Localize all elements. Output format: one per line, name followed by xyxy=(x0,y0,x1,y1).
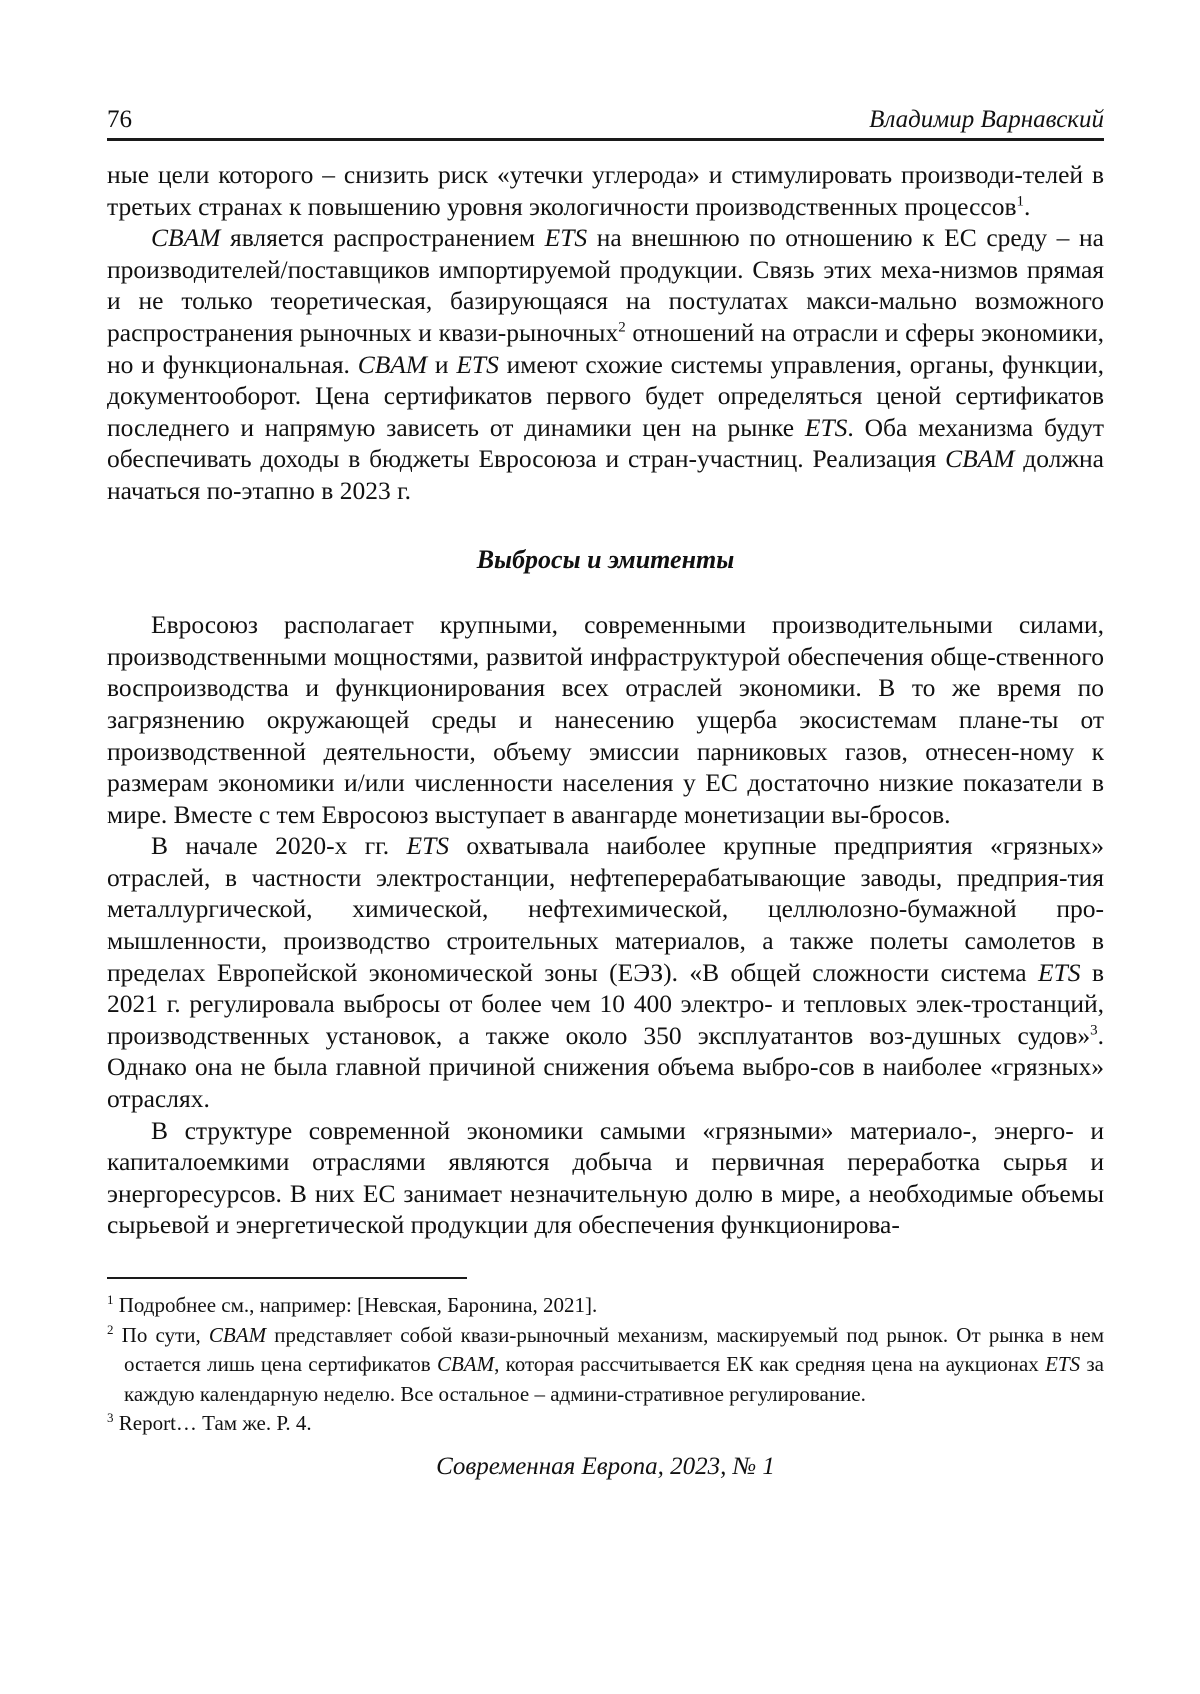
section-heading: Выбросы и эмитенты xyxy=(476,544,735,574)
footnote-3: $^3$ Report… Там же. Р. 4. xyxy=(107,1410,312,1435)
paragraph-continued: ные цели которого – снизить риск «утечки углерода» и стимулировать производи-телей в третьих странах к повышению уровня экологичности производственных процессов$^1$. xyxy=(107,160,1104,221)
article-body xyxy=(107,159,1104,1241)
paragraph-ets-coverage: В начале 2020-х гг. ETS охватывала наиболее крупные предприятия «грязных» отраслей, в частности электростанции, нефтеперерабатывающие заводы, предприя-тия металлургической, химической, нефтехимической, целлюлозно-бумажной про-мышленности, производство строительных материалов, а также полеты самолетов в пределах Европейской экономической зоны (ЕЭЗ). «В общей сложности система ETS в 2021 г. регулировала выбросы от более чем 10 400 электро- и тепловых элек-тростанций, производственных установок, а также около 350 эксплуатантов воз-душных судов»$^3$. Однако она не была главной причиной снижения объема выбро-сов в наиболее «грязных» отраслях. xyxy=(107,831,1104,1114)
page xyxy=(107,100,1104,1481)
footnote-2: $^2$ По сути, CBAM представляет собой квази-рыночный механизм, маскируемый под рынок. От рынка в нем остается лишь цена сертификатов CBAM, которая рассчитывается ЕК как средняя цена на аукционах ETS за каждую календарную неделю. Все остальное – админи-стративное регулирование. xyxy=(107,1321,1104,1406)
footnote-ref-3[interactable]: 3 xyxy=(1090,1022,1098,1039)
paragraph-eu-capacity: Евросоюз располагает крупными, современными производительными силами, производственными мощностями, развитой инфраструктурой обеспечения обще-ственного воспроизводства и функционирования всех отраслей экономики. В то же время по загрязнению окружающей среды и нанесению ущерба экосистемам плане-ты от производственной деятельности, объему эмиссии парниковых газов, отнесен-ному к размерам экономики и/или численности населения у ЕС достаточно низкие показатели в мире. Вместе с тем Евросоюз выступает в авангарде монетизации вы-бросов. xyxy=(107,610,1104,829)
running-head xyxy=(107,100,1104,141)
running-foot-journal: Современная Европа, 2023, № 1 xyxy=(436,1452,775,1480)
page-number: 76 xyxy=(107,106,132,133)
paragraph-cbam-ets: CBAM является распространением ETS на внешнюю по отношению к ЕС среду – на производителей/поставщиков импортируемой продукции. Связь этих меха-низмов прямая и не только теоретическая, базирующаяся на постулатах макси-мально возможного распространения рыночных и квази-рыночных$^2$ отношений на отрасли и сферы экономики, но и функциональная. CBAM и ETS имеют схожие системы управления, органы, функции, документооборот. Цена сертификатов первого будет определяться ценой сертификатов последнего и напрямую зависеть от динамики цен на рынке ETS. Оба механизма будут обеспечивать доходы в бюджеты Евросоюза и стран-участниц. Реализация CBAM должна начаться по-этапно в 2023 г. xyxy=(107,223,1105,505)
footnote-ref-2[interactable]: 2 xyxy=(618,319,626,336)
footnote-ref-1[interactable]: 1 xyxy=(1016,193,1025,210)
running-head-author: Владимир Варнавский xyxy=(869,106,1104,133)
paragraph-dirty-industries: В структуре современной экономики самыми «грязными» материало-, энерго- и капиталоемкими отраслями являются добыча и первичная переработка сырья и энергоресурсов. В них ЕС занимает незначительную долю в мире, а необходимые объемы сырьевой и энергетической продукции для обеспечения функционирова- xyxy=(107,1115,1104,1240)
footnote-1: $^1$ Подробнее см., например: [Невская, Баронина, 2021]. xyxy=(107,1292,598,1317)
footnotes xyxy=(107,1291,1104,1439)
footnote-separator xyxy=(107,1277,467,1279)
